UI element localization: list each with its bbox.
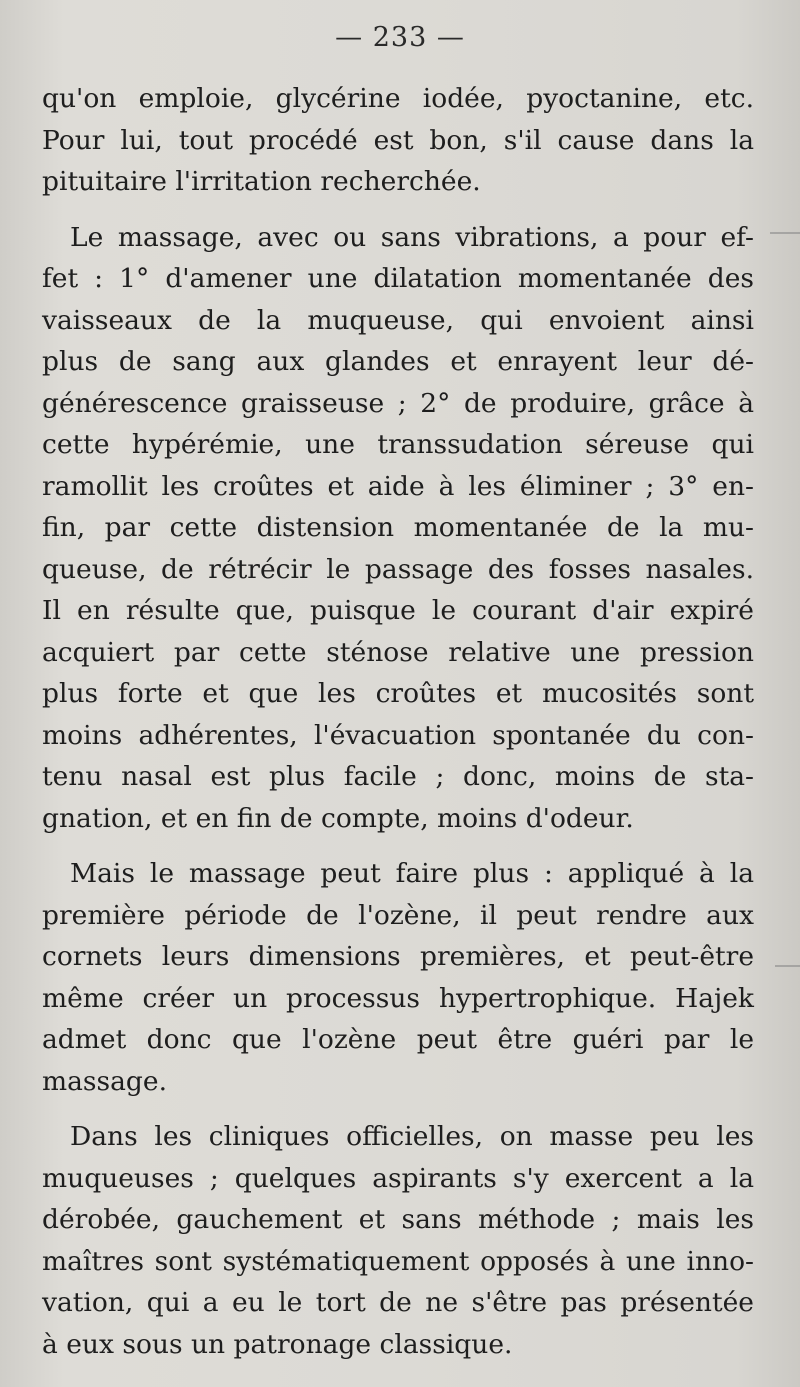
text-line: gnation, et en fin de compte, moins d'odeur. [42,802,634,834]
text-line: Dans les cliniques officielles, on masse peu les [70,1121,754,1152]
text-line: queuse, de rétrécir le passage des fosses nasales. [42,553,754,585]
text-line: Pour lui, tout procédé est bon, s'il cause dans la [42,124,754,156]
text-line: admet donc que l'ozène peut être guéri par le [42,1024,754,1055]
text-line: qu'on emploie, glycérine iodée, pyoctanine, etc. [42,83,754,114]
text-line: même créer un processus hypertrophique. Hajek [42,982,754,1014]
text-line: vation, qui a eu le tort de ne s'être pas présentée [42,1287,754,1318]
text-line: première période de l'ozène, il peut rendre aux [42,899,754,931]
text-line: à eux sous un patronage classique. [42,1328,513,1360]
text-line: Mais le massage peut faire plus : appliqué à la [70,858,754,889]
text-line: cette hypérémie, une transsudation séreuse qui [42,429,754,460]
text-line: plus forte et que les croûtes et mucosités sont [42,678,754,709]
text-line: dérobée, gauchement et sans méthode ; mais les [42,1204,754,1235]
text-line: Il en résulte que, puisque le courant d'air expiré [42,595,754,626]
text-line: maîtres sont systématiquement opposés à une inno- [42,1245,754,1277]
text-line: moins adhérentes, l'évacuation spontanée du con- [42,719,754,751]
text-line: ramollit les croûtes et aide à les éliminer ; 3° en- [42,470,754,502]
paragraph [42,853,754,1102]
text-line: vaisseaux de la muqueuse, qui envoient ainsi [42,304,754,336]
text-line: muqueuses ; quelques aspirants s'y exercent a la [42,1162,754,1194]
text-line: générescence graisseuse ; 2° de produire, grâce à [42,387,754,419]
text-line: tenu nasal est plus facile ; donc, moins de sta- [42,761,754,792]
paragraph [42,217,754,840]
text-line: massage. [42,1065,167,1097]
text-line: Le massage, avec ou sans vibrations, a pour ef- [70,221,754,253]
paragraph [42,78,754,203]
margin-mark [775,965,800,967]
text-line: acquiert par cette sténose relative une pression [42,636,754,668]
text-line: fin, par cette distension momentanée de la mu- [42,512,754,543]
text-line: plus de sang aux glandes et enrayent leur dé- [42,346,754,377]
margin-mark [770,232,800,234]
text-line: pituitaire l'irritation recherchée. [42,166,481,197]
text-line: fet : 1° d'amener une dilatation momentanée des [42,263,754,294]
text-line: cornets leurs dimensions premières, et peut-être [42,941,754,972]
body-text [42,78,754,1379]
paragraph [42,1116,754,1365]
page-number: — 233 — [335,22,465,53]
